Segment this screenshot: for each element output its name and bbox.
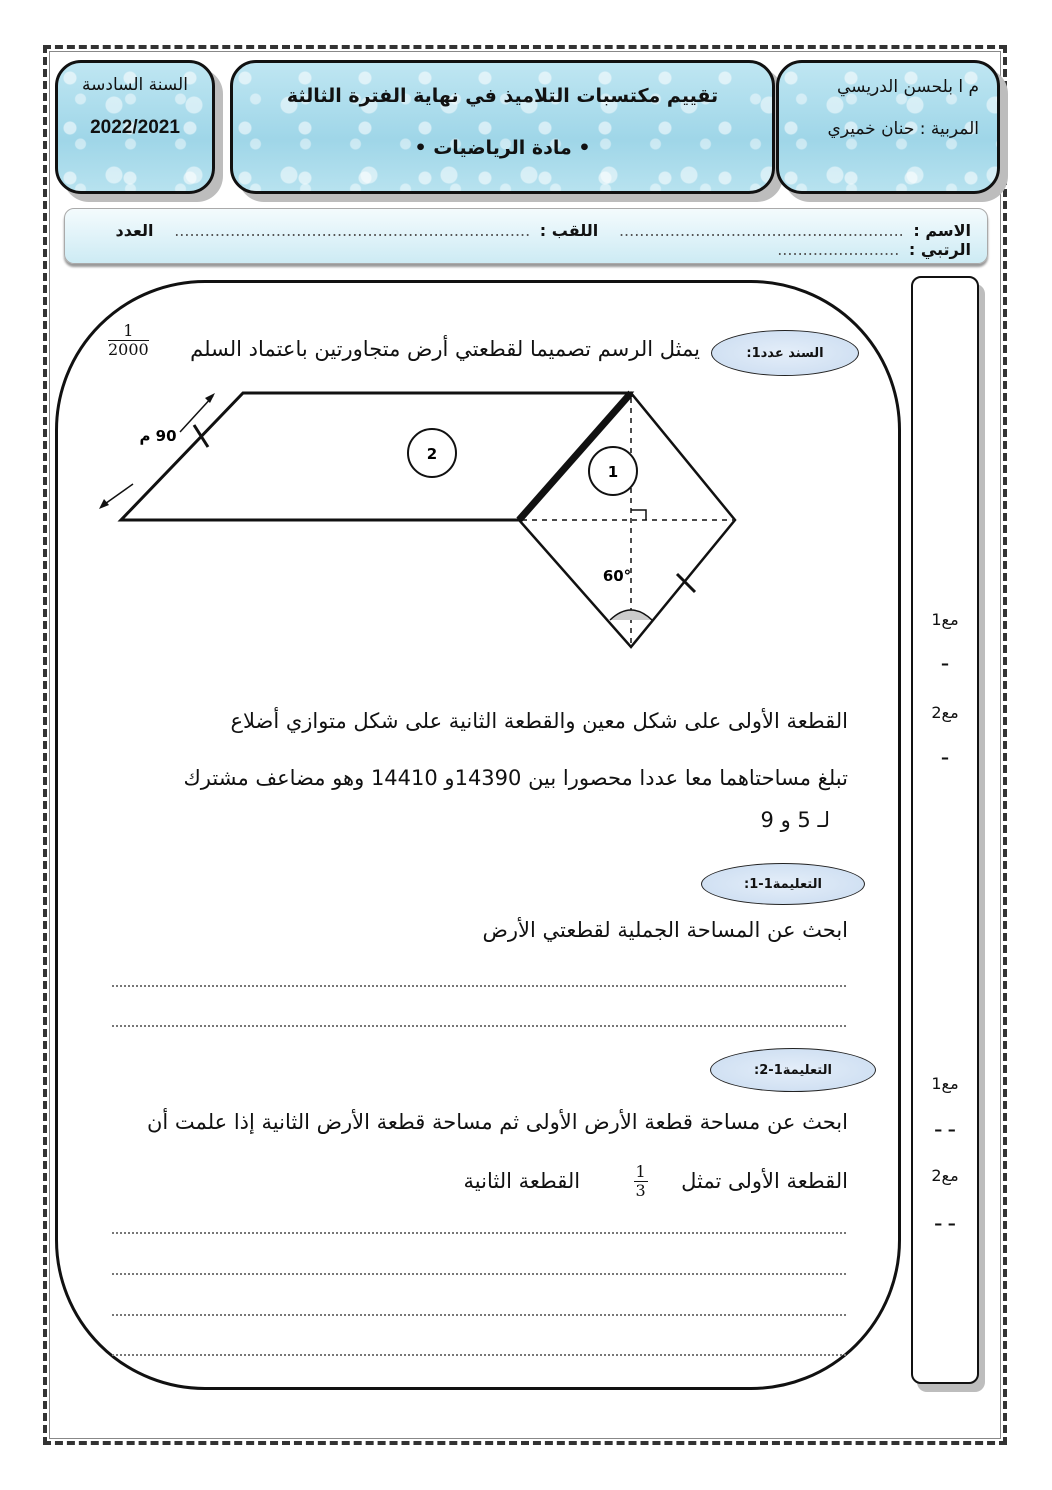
fraction-numerator: 1 — [635, 1162, 646, 1181]
teacher-name: المربية : حنان خميري — [827, 119, 979, 139]
criterion-2-a: مع1 — [931, 1074, 959, 1093]
task-1-2-badge-label: التعليمة1-2: — [754, 1062, 832, 1078]
criterion-2-a-mark[interactable]: – – — [934, 1120, 956, 1139]
answer-line-1-1-b[interactable] — [112, 1025, 846, 1027]
support-intro-text: يمثل الرسم تصميما لقطعتي أرض متجاورتين باعتماد السلم — [190, 337, 700, 361]
fraction-denominator: 3 — [635, 1181, 646, 1201]
statement-line-2: تبلغ مساحتاهما معا عددا محصورا بين 14390و 14410 وهو مضاعف مشترك — [183, 766, 848, 790]
answer-line-1-2-d[interactable] — [112, 1354, 846, 1356]
number-label: العدد الرتبي : — [115, 221, 971, 259]
surname-field[interactable]: ...................................................................... — [174, 221, 531, 240]
task-1-1-question: ابحث عن المساحة الجملية لقطعتي الأرض — [482, 918, 848, 942]
criterion-2-b: مع2 — [931, 1166, 959, 1185]
answer-line-1-2-c[interactable] — [112, 1314, 846, 1316]
criterion-1-b: مع2 — [931, 703, 959, 722]
task-1-1-badge — [701, 863, 865, 905]
angle-label: 60° — [602, 567, 632, 585]
criterion-1-b-mark[interactable]: – — [941, 748, 949, 767]
answer-line-1-2-a[interactable] — [112, 1232, 846, 1234]
criterion-2-b-mark[interactable]: – – — [934, 1214, 956, 1233]
school-name: م ا بلحسن الدريسي — [836, 77, 979, 97]
answer-line-1-2-b[interactable] — [112, 1273, 846, 1275]
exam-title: تقييم مكتسبات التلاميذ في نهاية الفترة الثالثة — [286, 85, 719, 107]
plot-1-label: 1 — [607, 463, 619, 481]
scale-denominator: 2000 — [108, 340, 149, 360]
land-plots-figure — [0, 0, 1052, 700]
school-year: 2022/2021 — [90, 117, 180, 138]
criterion-1-a: مع1 — [931, 610, 959, 629]
plot-2-label: 2 — [426, 445, 438, 463]
side-length-label: 90 م — [139, 427, 177, 445]
criteria-column — [911, 276, 979, 1384]
support-badge-label: السند عدد1: — [746, 345, 824, 361]
surname-label: اللقب : — [539, 221, 599, 240]
task-1-2-question-line-1: ابحث عن مساحة قطعة الأرض الأولى ثم مساحة قطعة الأرض الثانية إذا علمت أن — [147, 1110, 848, 1134]
task-1-1-badge-label: التعليمة1-1: — [744, 876, 822, 892]
name-field[interactable]: ........................................................ — [618, 221, 904, 240]
angle-arc-icon — [610, 610, 652, 620]
task-1-2-badge — [710, 1048, 876, 1092]
task-1-2-question-line-2 — [464, 1163, 848, 1201]
level-label: السنة السادسة — [82, 75, 188, 95]
name-label: الاسم : — [913, 221, 971, 240]
number-field[interactable]: ........................ — [777, 240, 900, 259]
statement-line-1: القطعة الأولى على شكل معين والقطعة الثانية على شكل متوازي أضلاع — [230, 709, 848, 733]
subject-title: • مادة الرياضيات • — [414, 137, 591, 159]
answer-line-1-1-a[interactable] — [112, 985, 846, 987]
task-1-2-text-a: القطعة الأولى تمثل — [681, 1168, 848, 1193]
statement-line-3: لـ 5 و 9 — [760, 808, 830, 832]
scale-numerator: 1 — [108, 322, 149, 341]
criterion-1-a-mark[interactable]: – — [941, 654, 949, 673]
task-1-2-text-b: القطعة الثانية — [463, 1168, 581, 1193]
